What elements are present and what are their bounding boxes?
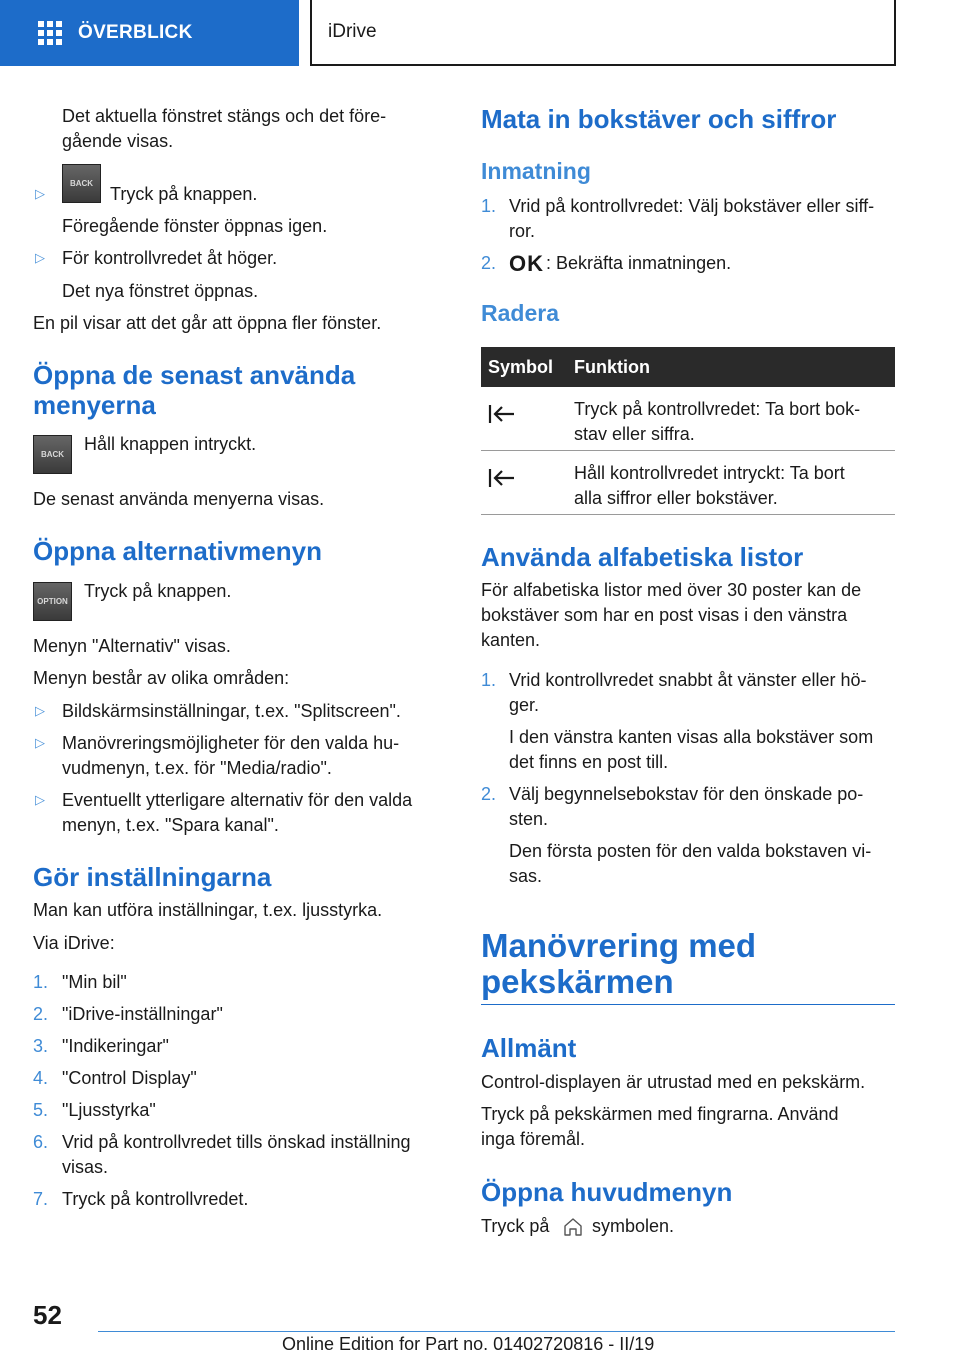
step-text: Vrid på kontrollvredet tills önskad inställning visas. xyxy=(62,1132,411,1177)
heading-main-menu: Öppna huvudmenyn xyxy=(481,1177,733,1207)
grid-menu-icon xyxy=(38,21,62,45)
bullet-text: Eventuellt ytterligare alternativ för den valda menyn, t.ex. "Spara kanal". xyxy=(62,790,413,835)
body-text: För alfabetiska listor med över 30 poster kan de bokstäver som har en post visas i den vänstra kanten. xyxy=(481,580,862,650)
ok-icon: OK xyxy=(509,251,544,276)
table-cell: Tryck på kontrollvredet: Ta bort bok- stav eller siffra. xyxy=(574,399,861,444)
bullet-text: Bildskärmsinställningar, t.ex. "Splitscreen". xyxy=(62,701,401,721)
section-tab[interactable] xyxy=(0,0,299,66)
step-number: 1. xyxy=(481,670,497,690)
table-row xyxy=(481,451,895,515)
body-text: Via iDrive: xyxy=(33,933,115,953)
step-text: "Ljusstyrka" xyxy=(62,1100,156,1120)
body-text: Man kan utföra inställningar, t.ex. ljusstyrka. xyxy=(33,900,383,920)
bullet-text: Tryck på knappen. xyxy=(110,184,258,204)
step-text: Tryck på kontrollvredet. xyxy=(62,1189,249,1209)
delete-arrow-icon xyxy=(485,403,517,425)
body-text: Tryck på xyxy=(481,1216,550,1236)
bullet-triangle-icon: ▷ xyxy=(35,703,45,718)
heading-recent-menus: Öppna de senast använda menyerna xyxy=(33,360,356,420)
heading-enter-letters: Mata in bokstäver och siffror xyxy=(481,104,837,134)
bullet-subtext: Det nya fönstret öppnas. xyxy=(62,281,259,301)
step-number: 3. xyxy=(33,1036,49,1056)
step-text: : Bekräfta inmatningen. xyxy=(546,253,732,273)
step-text: "Indikeringar" xyxy=(62,1036,169,1056)
body-text: Menyn "Alternativ" visas. xyxy=(33,636,231,656)
intro-text: Det aktuella fönstret stängs och det före- gående visas. xyxy=(62,106,387,151)
step-subtext: Den första posten för den valda bokstaven vi- sas. xyxy=(509,841,872,886)
page-number: 52 xyxy=(33,1300,62,1330)
step-text: Vrid på kontrollvredet: Välj bokstäver eller siff- ror. xyxy=(509,196,875,241)
step-text: "Control Display" xyxy=(62,1068,197,1088)
back-button-image: BACK xyxy=(33,435,72,474)
body-text: En pil visar att det går att öppna fler fönster. xyxy=(33,313,382,333)
body-text: Tryck på knappen. xyxy=(84,581,232,601)
heading-touchscreen: Manövrering med pekskärmen xyxy=(481,927,757,1000)
bullet-text: För kontrollvredet åt höger. xyxy=(62,248,278,268)
footer-edition: Online Edition for Part no. 01402720816 - II/19 xyxy=(282,1334,655,1354)
bullet-triangle-icon: ▷ xyxy=(35,186,45,201)
step-number: 7. xyxy=(33,1189,49,1209)
footer-divider xyxy=(98,1331,895,1332)
step-number: 2. xyxy=(33,1004,49,1024)
body-text: Control-displayen är utrustad med en pekskärm. xyxy=(481,1072,866,1092)
chapter-title: iDrive xyxy=(328,21,377,42)
step-text: "iDrive-inställningar" xyxy=(62,1004,223,1024)
section-title: ÖVERBLICK xyxy=(78,22,193,43)
delete-arrow-icon xyxy=(485,467,517,489)
heading-general: Allmänt xyxy=(481,1033,577,1063)
section-divider xyxy=(481,1004,895,1005)
step-number: 5. xyxy=(33,1100,49,1120)
step-number: 1. xyxy=(481,196,497,216)
home-icon xyxy=(562,1215,584,1237)
step-number: 2. xyxy=(481,784,497,804)
option-button-image: OPTION xyxy=(33,582,72,621)
back-button-image: BACK xyxy=(62,164,101,203)
bullet-triangle-icon: ▷ xyxy=(35,250,45,265)
body-text: Tryck på pekskärmen med fingrarna. Använd inga föremål. xyxy=(481,1104,839,1149)
body-text: Menyn består av olika områden: xyxy=(33,668,290,688)
step-text: Vrid kontrollvredet snabbt åt vänster eller hö- ger. xyxy=(509,670,867,715)
chapter-tab[interactable] xyxy=(310,0,896,66)
table-cell: Håll kontrollvredet intryckt: Ta bort alla siffror eller bokstäver. xyxy=(574,463,845,508)
step-text: "Min bil" xyxy=(62,972,127,992)
step-number: 6. xyxy=(33,1132,49,1152)
symbol-table xyxy=(481,347,895,515)
subheading-delete: Radera xyxy=(481,300,559,326)
body-text: Håll knappen intryckt. xyxy=(84,434,257,454)
subheading-input: Inmatning xyxy=(481,158,591,184)
step-number: 1. xyxy=(33,972,49,992)
heading-settings: Gör inställningarna xyxy=(33,862,272,892)
body-text: De senast använda menyerna visas. xyxy=(33,489,325,509)
table-row xyxy=(481,387,895,451)
heading-alpha-lists: Använda alfabetiska listor xyxy=(481,542,804,572)
step-subtext: I den vänstra kanten visas alla bokstäver som det finns en post till. xyxy=(509,727,874,772)
heading-option-menu: Öppna alternativmenyn xyxy=(33,536,322,566)
body-text: symbolen. xyxy=(592,1216,675,1236)
step-number: 4. xyxy=(33,1068,49,1088)
bullet-triangle-icon: ▷ xyxy=(35,792,45,807)
step-number: 2. xyxy=(481,253,497,273)
bullet-triangle-icon: ▷ xyxy=(35,735,45,750)
step-text: Välj begynnelsebokstav för den önskade po- sten. xyxy=(509,784,864,829)
table-header: Symbol Funktion xyxy=(481,347,895,387)
bullet-text: Manövreringsmöjligheter för den valda hu- vudmenyn, t.ex. för "Media/radio". xyxy=(62,733,400,778)
bullet-subtext: Föregående fönster öppnas igen. xyxy=(62,216,328,236)
